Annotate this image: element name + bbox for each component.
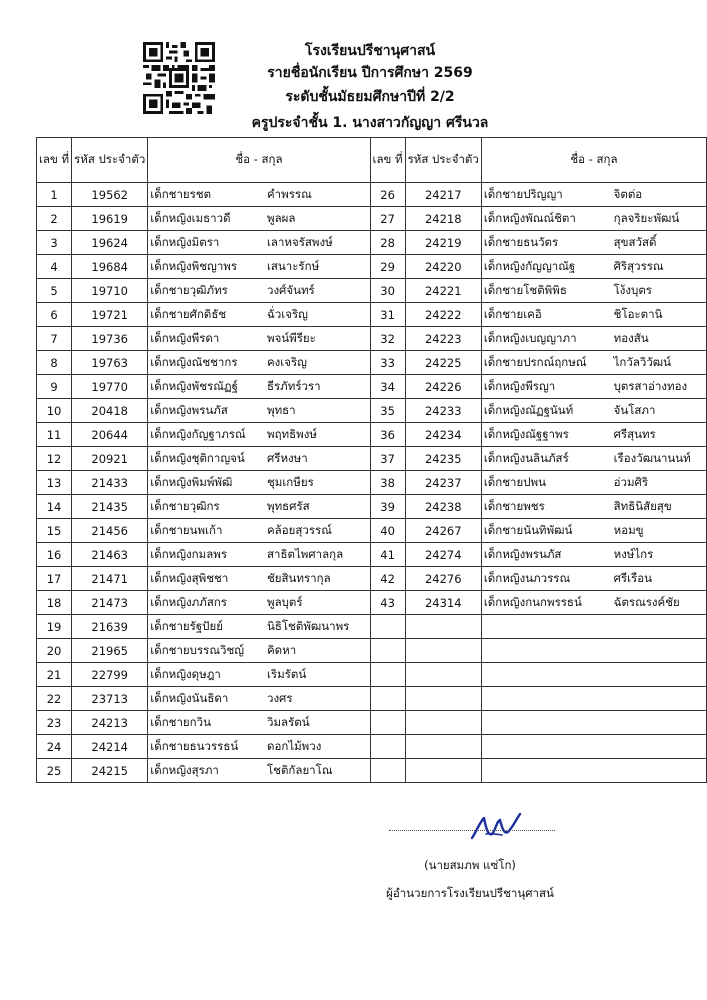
list-title: รายชื่อนักเรียน ปีการศึกษา 2569 xyxy=(267,65,473,81)
student-surname xyxy=(612,639,707,663)
student-surname: คำพรรณ xyxy=(265,183,370,207)
student-name: เด็กชายปริญญา xyxy=(481,183,611,207)
student-code xyxy=(405,639,481,663)
student-surname: จิตต่อ xyxy=(612,183,707,207)
table-row xyxy=(37,639,707,663)
student-surname: เริมรัตน์ xyxy=(265,663,370,687)
student-name: เด็กหญิงพรนภัส xyxy=(148,399,265,423)
table-row xyxy=(37,279,707,303)
student-name: เด็กชายธนวัตร xyxy=(481,231,611,255)
student-surname: คงเจริญ xyxy=(265,351,370,375)
row-number: 39 xyxy=(370,495,405,519)
table-row xyxy=(37,303,707,327)
student-surname: วิมลรัตน์ xyxy=(265,711,370,735)
row-number: 17 xyxy=(37,567,72,591)
table-row xyxy=(37,255,707,279)
student-name: เด็กชายกวิน xyxy=(148,711,265,735)
student-name: เด็กชายบรรณวิชญ์ xyxy=(148,639,265,663)
student-name: เด็กหญิงพีรญา xyxy=(481,375,611,399)
table-header-row xyxy=(37,138,707,183)
row-number: 31 xyxy=(370,303,405,327)
student-name: เด็กชายปรกณ์ฤกษณ์ xyxy=(481,351,611,375)
row-number: 18 xyxy=(37,591,72,615)
student-code xyxy=(405,615,481,639)
student-code: 20921 xyxy=(72,447,148,471)
row-number: 5 xyxy=(37,279,72,303)
student-name: เด็กหญิงกัญญาณัฐ xyxy=(481,255,611,279)
student-code xyxy=(405,663,481,687)
row-number: 4 xyxy=(37,255,72,279)
student-code: 24314 xyxy=(405,591,481,615)
student-name xyxy=(481,687,611,711)
table-row xyxy=(37,591,707,615)
student-name: เด็กหญิงพัณณ์ชิตา xyxy=(481,207,611,231)
row-number: 38 xyxy=(370,471,405,495)
student-surname xyxy=(612,663,707,687)
student-surname: เสนาะรักษ์ xyxy=(265,255,370,279)
row-number: 34 xyxy=(370,375,405,399)
row-number xyxy=(370,735,405,759)
row-number: 29 xyxy=(370,255,405,279)
table-row xyxy=(37,543,707,567)
student-surname: คิดหา xyxy=(265,639,370,663)
student-code: 24274 xyxy=(405,543,481,567)
student-code: 24237 xyxy=(405,471,481,495)
student-code: 21463 xyxy=(72,543,148,567)
row-number: 16 xyxy=(37,543,72,567)
student-surname: สุขสวัสดิ์ xyxy=(612,231,707,255)
student-code: 24213 xyxy=(72,711,148,735)
row-number xyxy=(370,639,405,663)
student-code: 20418 xyxy=(72,399,148,423)
student-name xyxy=(481,615,611,639)
student-surname: โง้งบุตร xyxy=(612,279,707,303)
student-surname: ทองสัน xyxy=(612,327,707,351)
student-surname: ศรีเรือน xyxy=(612,567,707,591)
student-surname: พฤทธิพงษ์ xyxy=(265,423,370,447)
student-surname: หอมขู xyxy=(612,519,707,543)
student-code: 21456 xyxy=(72,519,148,543)
student-surname xyxy=(612,615,707,639)
student-surname: โชติกัลยาโณ xyxy=(265,759,370,783)
row-number: 14 xyxy=(37,495,72,519)
row-number: 2 xyxy=(37,207,72,231)
student-surname: ไกวัลวิวัฒน์ xyxy=(612,351,707,375)
student-name xyxy=(481,639,611,663)
student-name: เด็กหญิงชุติกาญจน์ xyxy=(148,447,265,471)
row-number: 7 xyxy=(37,327,72,351)
student-surname: จันโสภา xyxy=(612,399,707,423)
row-number: 20 xyxy=(37,639,72,663)
student-name: เด็กชายพชร xyxy=(481,495,611,519)
table-row xyxy=(37,399,707,423)
row-number: 21 xyxy=(37,663,72,687)
student-name: เด็กหญิงพรนภัส xyxy=(481,543,611,567)
row-number: 42 xyxy=(370,567,405,591)
class-level: ระดับชั้นมัธยมศึกษาปีที่ 2/2 xyxy=(285,89,455,105)
row-number: 30 xyxy=(370,279,405,303)
student-name xyxy=(481,735,611,759)
row-number: 8 xyxy=(37,351,72,375)
table-row xyxy=(37,735,707,759)
table-row xyxy=(37,207,707,231)
student-code: 19763 xyxy=(72,351,148,375)
row-number: 19 xyxy=(37,615,72,639)
student-surname: ฉั่วเจริญ xyxy=(265,303,370,327)
student-surname: นิธิโชติพัฒนาพร xyxy=(265,615,370,639)
signer-position: ผู้อำนวยการโรงเรียนปรีชานุศาสน์ xyxy=(386,886,554,900)
row-number: 9 xyxy=(37,375,72,399)
student-code: 22799 xyxy=(72,663,148,687)
student-code: 24215 xyxy=(72,759,148,783)
table-row xyxy=(37,759,707,783)
student-name: เด็กหญิงกัญฐาภรณ์ xyxy=(148,423,265,447)
student-name: เด็กหญิงนภวรรณ xyxy=(481,567,611,591)
row-number: 28 xyxy=(370,231,405,255)
student-code: 19710 xyxy=(72,279,148,303)
row-number: 36 xyxy=(370,423,405,447)
student-code: 24267 xyxy=(405,519,481,543)
student-name: เด็กหญิงภภัสกร xyxy=(148,591,265,615)
table-row xyxy=(37,567,707,591)
student-surname: ชิโอะตานิ xyxy=(612,303,707,327)
student-name: เด็กหญิงมิตรา xyxy=(148,231,265,255)
table-row xyxy=(37,183,707,207)
student-code xyxy=(405,687,481,711)
student-surname: สิทธินิสัยสุข xyxy=(612,495,707,519)
row-number: 41 xyxy=(370,543,405,567)
student-surname: วงศร xyxy=(265,687,370,711)
header-number: เลข ที่ xyxy=(370,138,405,183)
student-name: เด็กหญิงกมลพร xyxy=(148,543,265,567)
student-name: เด็กชายวุฒิภัทร xyxy=(148,279,265,303)
student-code: 19562 xyxy=(72,183,148,207)
student-surname: สาธิตไพศาลกุล xyxy=(265,543,370,567)
table-row xyxy=(37,615,707,639)
student-name: เด็กชายโชติพิพิธ xyxy=(481,279,611,303)
row-number: 32 xyxy=(370,327,405,351)
student-name: เด็กหญิงเมธาวดี xyxy=(148,207,265,231)
row-number xyxy=(370,711,405,735)
student-name: เด็กชายนันทิพัฒน์ xyxy=(481,519,611,543)
student-surname xyxy=(612,711,707,735)
student-name: เด็กหญิงณัฐฐาพร xyxy=(481,423,611,447)
student-surname: ฉัตรณรงค์ชัย xyxy=(612,591,707,615)
student-surname: พูลผล xyxy=(265,207,370,231)
student-code: 24276 xyxy=(405,567,481,591)
student-name xyxy=(481,663,611,687)
student-name xyxy=(481,759,611,783)
student-surname: ศรีสุนทร xyxy=(612,423,707,447)
student-name: เด็กชายรัฐปัยย์ xyxy=(148,615,265,639)
student-name: เด็กหญิงณัฏฐนันท์ xyxy=(481,399,611,423)
student-code: 20644 xyxy=(72,423,148,447)
student-name: เด็กหญิงพีรดา xyxy=(148,327,265,351)
row-number: 15 xyxy=(37,519,72,543)
student-name: เด็กชายธนวรรธน์ xyxy=(148,735,265,759)
row-number xyxy=(370,663,405,687)
student-name xyxy=(481,711,611,735)
row-number: 37 xyxy=(370,447,405,471)
student-name: เด็กหญิงสุพิชชา xyxy=(148,567,265,591)
student-code: 21965 xyxy=(72,639,148,663)
table-row xyxy=(37,423,707,447)
row-number: 6 xyxy=(37,303,72,327)
student-code xyxy=(405,759,481,783)
student-code: 19684 xyxy=(72,255,148,279)
student-surname: ชุมเกษียร xyxy=(265,471,370,495)
student-roster-table xyxy=(36,137,707,783)
student-surname: ศรีหงษา xyxy=(265,447,370,471)
row-number xyxy=(370,615,405,639)
student-code: 24238 xyxy=(405,495,481,519)
table-row xyxy=(37,327,707,351)
student-name: เด็กหญิงกนกพรรธน์ xyxy=(481,591,611,615)
student-name: เด็กชายศักดิธัช xyxy=(148,303,265,327)
row-number: 43 xyxy=(370,591,405,615)
table-row xyxy=(37,495,707,519)
row-number: 35 xyxy=(370,399,405,423)
table-row xyxy=(37,231,707,255)
student-name: เด็กหญิงเบญญาภา xyxy=(481,327,611,351)
student-name: เด็กหญิงสุรภา xyxy=(148,759,265,783)
row-number xyxy=(370,759,405,783)
student-code: 23713 xyxy=(72,687,148,711)
student-surname: เลาหจรัสพงษ์ xyxy=(265,231,370,255)
homeroom-teacher: ครูประจำชั้น 1. นางสาวกัญญา ศรีนวล xyxy=(251,115,489,131)
student-code: 24218 xyxy=(405,207,481,231)
student-name: เด็กหญิงพัชรณัฏฐ์ xyxy=(148,375,265,399)
row-number xyxy=(370,687,405,711)
student-code: 24226 xyxy=(405,375,481,399)
row-number: 27 xyxy=(370,207,405,231)
table-row xyxy=(37,519,707,543)
student-code: 24225 xyxy=(405,351,481,375)
row-number: 3 xyxy=(37,231,72,255)
student-name: เด็กชายรชต xyxy=(148,183,265,207)
student-name: เด็กชายเคอิ xyxy=(481,303,611,327)
student-surname: พุทธา xyxy=(265,399,370,423)
student-code: 24219 xyxy=(405,231,481,255)
student-surname: วงศ์จันทร์ xyxy=(265,279,370,303)
student-code xyxy=(405,735,481,759)
row-number: 26 xyxy=(370,183,405,207)
header-full-name: ชื่อ - สกุล xyxy=(481,138,706,183)
row-number: 33 xyxy=(370,351,405,375)
student-code: 24223 xyxy=(405,327,481,351)
table-row xyxy=(37,447,707,471)
student-surname: พุทธศรัส xyxy=(265,495,370,519)
student-name: เด็กหญิงนลินภัสร์ xyxy=(481,447,611,471)
header-student-code: รหัส ประจำตัว xyxy=(405,138,481,183)
row-number: 10 xyxy=(37,399,72,423)
table-row xyxy=(37,687,707,711)
student-code: 24217 xyxy=(405,183,481,207)
student-code: 24233 xyxy=(405,399,481,423)
student-name: เด็กชายนพเก้า xyxy=(148,519,265,543)
student-name: เด็กหญิงนันธิดา xyxy=(148,687,265,711)
student-code: 24214 xyxy=(72,735,148,759)
row-number: 13 xyxy=(37,471,72,495)
student-name: เด็กชายปพน xyxy=(481,471,611,495)
student-surname: อ่วมศิริ xyxy=(612,471,707,495)
header-student-code: รหัส ประจำตัว xyxy=(72,138,148,183)
header-full-name: ชื่อ - สกุล xyxy=(148,138,370,183)
student-surname: บุตรสาอ่างทอง xyxy=(612,375,707,399)
student-code: 19721 xyxy=(72,303,148,327)
student-name: เด็กหญิงดุษฎา xyxy=(148,663,265,687)
student-surname: ชัยสินทรากุล xyxy=(265,567,370,591)
signer-name: (นายสมภพ แซ่โก) xyxy=(424,858,516,872)
row-number: 40 xyxy=(370,519,405,543)
student-name: เด็กหญิงพิชญาพร xyxy=(148,255,265,279)
row-number: 12 xyxy=(37,447,72,471)
header-number: เลข ที่ xyxy=(37,138,72,183)
table-row xyxy=(37,375,707,399)
row-number: 1 xyxy=(37,183,72,207)
student-surname: ศิริสุวรรณ xyxy=(612,255,707,279)
student-surname: พจน์พีรียะ xyxy=(265,327,370,351)
table-row xyxy=(37,471,707,495)
student-code: 24221 xyxy=(405,279,481,303)
student-name: เด็กหญิงณัชชากร xyxy=(148,351,265,375)
student-code: 19624 xyxy=(72,231,148,255)
student-code: 21433 xyxy=(72,471,148,495)
student-code: 21473 xyxy=(72,591,148,615)
student-surname xyxy=(612,687,707,711)
student-code: 24222 xyxy=(405,303,481,327)
row-number: 24 xyxy=(37,735,72,759)
row-number: 25 xyxy=(37,759,72,783)
student-code: 19736 xyxy=(72,327,148,351)
student-name: เด็กหญิงพิมพ์พัฒิ xyxy=(148,471,265,495)
student-code: 24234 xyxy=(405,423,481,447)
signature-line xyxy=(389,830,555,831)
row-number: 22 xyxy=(37,687,72,711)
student-code: 19619 xyxy=(72,207,148,231)
student-code: 21435 xyxy=(72,495,148,519)
student-code: 24220 xyxy=(405,255,481,279)
student-code xyxy=(405,711,481,735)
student-code: 19770 xyxy=(72,375,148,399)
student-name: เด็กชายวุฒิกร xyxy=(148,495,265,519)
student-surname: เรืองวัฒนานนท์ xyxy=(612,447,707,471)
student-surname xyxy=(612,735,707,759)
student-surname: กุลจริยะพัฒน์ xyxy=(612,207,707,231)
table-row xyxy=(37,711,707,735)
row-number: 23 xyxy=(37,711,72,735)
student-code: 21471 xyxy=(72,567,148,591)
student-surname: หงษ์ไกร xyxy=(612,543,707,567)
signature-image xyxy=(466,808,526,846)
table-row xyxy=(37,663,707,687)
student-surname: ธีรภัทร์วรา xyxy=(265,375,370,399)
school-name: โรงเรียนปรีชานุศาสน์ xyxy=(304,43,436,59)
student-code: 24235 xyxy=(405,447,481,471)
student-code: 21639 xyxy=(72,615,148,639)
student-surname xyxy=(612,759,707,783)
student-surname: พูลบุตร์ xyxy=(265,591,370,615)
student-surname: คล้อยสุวรรณ์ xyxy=(265,519,370,543)
row-number: 11 xyxy=(37,423,72,447)
student-surname: ดอกไม้พวง xyxy=(265,735,370,759)
table-row xyxy=(37,351,707,375)
